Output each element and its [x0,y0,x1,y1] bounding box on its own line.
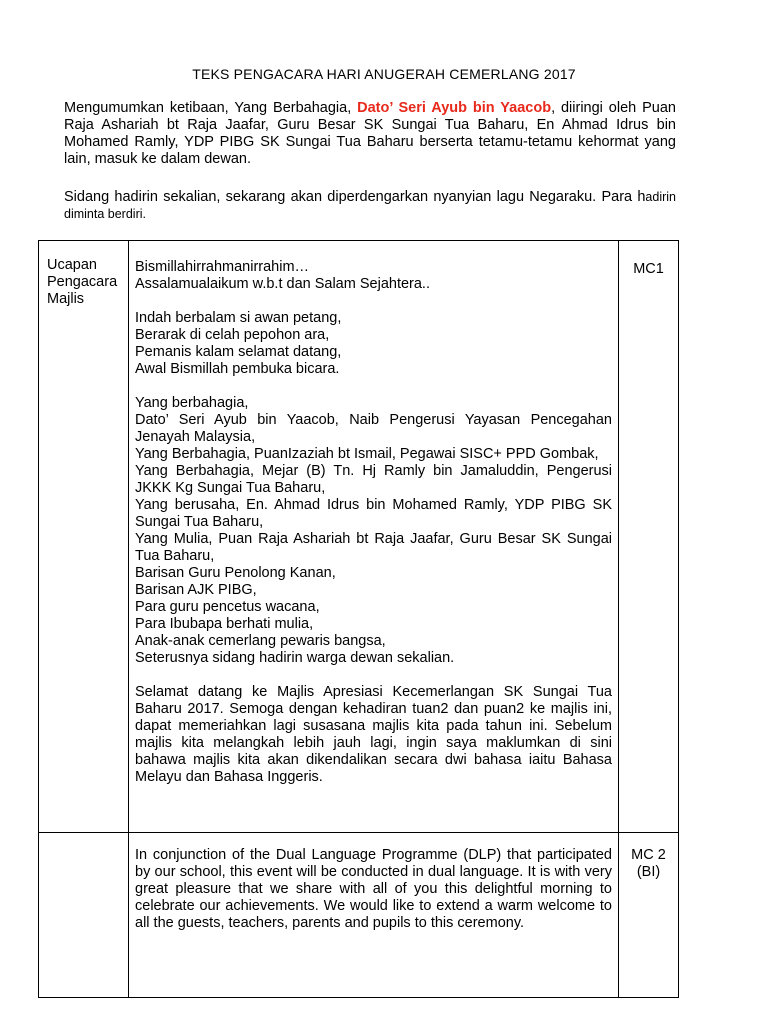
anthem-text: Sidang hadirin sekalian, sekarang akan diperdengarkan nyanyian lagu Negaraku. Para h [64,189,646,205]
salutation-line: Barisan Guru Penolong Kanan, [135,565,336,581]
salutation-line: Yang Mulia, Puan Raja Ashariah bt Raja Jaafar, Guru Besar SK Sungai Tua Baharu, [135,531,612,564]
document-title: TEKS PENGACARA HARI ANUGERAH CEMERLANG 2017 [192,66,576,82]
greeting-block [135,259,612,293]
anthem-announcement [64,189,676,223]
salutations-block [135,395,612,667]
script-cell [129,241,619,833]
salutation-line: Para guru pencetus wacana, [135,599,320,615]
salutation-line: Para Ibubapa berhati mulia, [135,616,314,632]
salutation-line: Dato’ Seri Ayub bin Yaacob, Naib Pengerusi Yayasan Pencegahan Jenayah Malaysia, [135,412,612,445]
announcement-text-cont: , diiringi oleh Puan Raja Ashariah bt Raja Jaafar, Guru Besar SK Sungai Tua Baharu, En Ahmad Idrus bin Mohamed Ramly, YDP PIBG SK Sungai Tua Baharu berserta tetamu-tetamu kehormat yang lain, masuk ke dalam dewan. [64,100,676,167]
table-row [39,833,679,998]
salutation-line: Barisan AJK PIBG, [135,582,257,598]
salutation-line: Seterusnya sidang hadirin warga dewan sekalian. [135,650,455,666]
table-row [39,241,679,833]
pantun-line: Berarak di celah pepohon ara, [135,327,330,343]
anthem-text-tail: adirin diminta berdiri. [64,190,676,221]
greeting-line: Assalamualaikum w.b.t dan Salam Sejahtera.. [135,276,430,292]
pantun-block [135,310,612,378]
arrival-announcement [64,100,676,168]
welcome-paragraph: Selamat datang ke Majlis Apresiasi Kecemerlangan SK Sungai Tua Baharu 2017. Semoga dengan kehadiran tuan2 dan puan2 ke majlis ini, dapat memeriahkan lagi susasana majlis kita pada tahun ini. Sebelum majlis kita melangkah lebih jauh lagi, ingin saya maklumkan di sini bahawa majlis kita akan dikendalikan secara dwi bahasa iaitu Bahasa Melayu dan Bahasa Inggeris. [135,684,612,785]
announcement-text: Mengumumkan ketibaan, Yang Berbahagia, [64,100,358,116]
mc-code: MC1 [619,241,679,833]
salutation-line: Yang Berbahagia, Mejar (B) Tn. Hj Ramly bin Jamaluddin, Pengerusi JKKK Kg Sungai Tua Baharu, [135,463,612,496]
guest-of-honour-name: Dato’ Seri Ayub bin Yaacob [357,100,552,116]
salutation-line: Yang berusaha, En. Ahmad Idrus bin Mohamed Ramly, YDP PIBG SK Sungai Tua Baharu, [135,497,612,530]
salutation-line: Yang berbahagia, [135,395,249,411]
pantun-line: Pemanis kalam selamat datang, [135,344,342,360]
pantun-line: Indah berbalam si awan petang, [135,310,342,326]
emcee-script-table [38,240,679,998]
salutation-line: Yang Berbahagia, PuanIzaziah bt Ismail, Pegawai SISC+ PPD Gombak, [135,446,599,462]
pantun-line: Awal Bismillah pembuka bicara. [135,361,340,377]
script-cell: In conjunction of the Dual Language Programme (DLP) that participated by our school, this event will be conducted in dual language. It is with very great pleasure that we share with all of you this delightful morning to celebrate our achievements. We would like to extend a warm welcome to all the guests, teachers, parents and pupils to this ceremony. [129,833,619,998]
row-label [39,833,129,998]
greeting-line: Bismillahirrahmanirrahim… [135,259,310,275]
mc-code: MC 2 (BI) [619,833,679,998]
row-label: Ucapan Pengacara Majlis [39,241,129,833]
salutation-line: Anak-anak cemerlang pewaris bangsa, [135,633,386,649]
